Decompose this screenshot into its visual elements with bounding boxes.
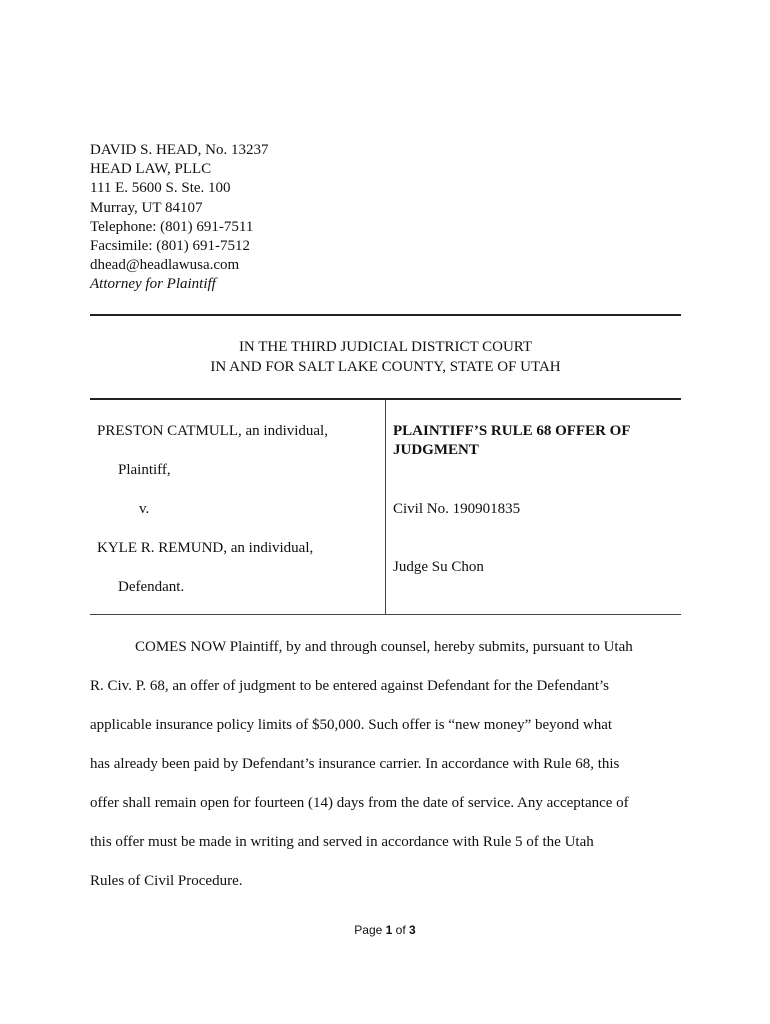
defendant-name: KYLE R. REMUND, an individual,: [97, 540, 314, 556]
plaintiff-label: Plaintiff,: [118, 462, 171, 478]
document-title: PLAINTIFF’S RULE 68 OFFER OF JUDGMENT: [393, 423, 630, 458]
header-divider-line: [90, 314, 681, 316]
firm-facsimile: Facsimile: (801) 691-7512: [90, 238, 250, 255]
total-page-count: 3: [409, 923, 416, 937]
offer-paragraph: [90, 628, 682, 901]
plaintiff-name: PRESTON CATMULL, an individual,: [97, 423, 328, 439]
firm-city-state-zip: Murray, UT 84107: [90, 199, 203, 216]
paragraph-line: COMES NOW Plaintiff, by and through counsel, hereby submits, pursuant to Utah: [135, 639, 633, 655]
of-word: of: [395, 923, 406, 937]
versus-label: v.: [139, 501, 150, 517]
paragraph-line: this offer must be made in writing and served in accordance with Rule 5 of the Utah: [90, 834, 594, 850]
court-heading: [90, 338, 681, 377]
assigned-judge: Judge Su Chon: [393, 559, 484, 575]
caption-vertical-divider: [385, 400, 386, 614]
defendant-label: Defendant.: [118, 579, 185, 595]
paragraph-line: R. Civ. P. 68, an offer of judgment to be entered against Defendant for the Defendant’s: [90, 678, 610, 694]
paragraph-line: has already been paid by Defendant’s insurance carrier. In accordance with Rule 68, this: [90, 756, 620, 772]
law-firm-name: HEAD LAW, PLLC: [90, 161, 212, 178]
firm-street-address: 111 E. 5600 S. Ste. 100: [90, 180, 231, 197]
case-caption: [90, 398, 681, 615]
case-number: Civil No. 190901835: [393, 501, 521, 517]
attorney-role: Attorney for Plaintiff: [90, 276, 216, 293]
paragraph-line: Rules of Civil Procedure.: [90, 873, 243, 889]
page-number-footer: [0, 923, 770, 937]
attorney-info-block: [90, 141, 268, 295]
current-page-number: 1: [385, 923, 393, 937]
paragraph-line: applicable insurance policy limits of $50,000. Such offer is “new money” beyond what: [90, 717, 613, 733]
attorney-name: DAVID S. HEAD, No. 13237: [90, 142, 269, 158]
attorney-email: dhead@headlawusa.com: [90, 257, 240, 274]
court-name-line: IN THE THIRD JUDICIAL DISTRICT COURT: [238, 339, 533, 355]
paragraph-line: offer shall remain open for fourteen (14) days from the date of service. Any acceptance of: [90, 795, 629, 811]
page-word: Page: [354, 923, 383, 937]
court-jurisdiction-line: IN AND FOR SALT LAKE COUNTY, STATE OF UTAH: [210, 358, 561, 375]
firm-telephone: Telephone: (801) 691-7511: [90, 218, 254, 235]
